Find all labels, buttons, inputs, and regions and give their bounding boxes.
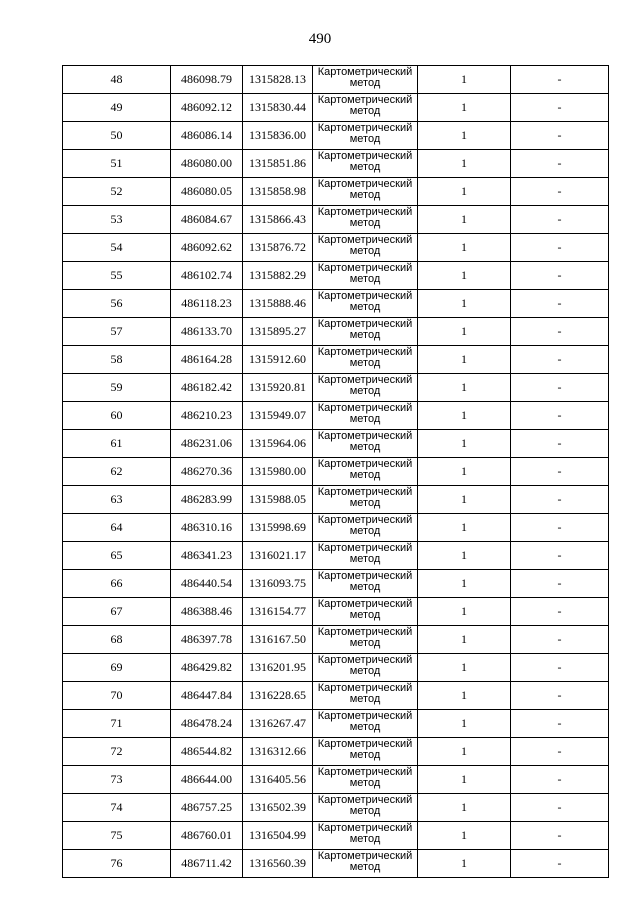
- description-cell: -: [511, 458, 609, 486]
- x-coordinate-cell: 486086.14: [171, 122, 243, 150]
- accuracy-cell: 1: [418, 486, 511, 514]
- point-number-cell: 63: [63, 486, 171, 514]
- y-coordinate-cell: 1316502.39: [243, 794, 313, 822]
- method-cell: Картометрический метод: [313, 626, 418, 654]
- description-cell: -: [511, 598, 609, 626]
- y-coordinate-cell: 1315836.00: [243, 122, 313, 150]
- x-coordinate-cell: 486397.78: [171, 626, 243, 654]
- table-row: [63, 458, 609, 486]
- description-cell: -: [511, 850, 609, 878]
- y-coordinate-cell: 1316267.47: [243, 710, 313, 738]
- x-coordinate-cell: 486447.84: [171, 682, 243, 710]
- point-number-cell: 75: [63, 822, 171, 850]
- x-coordinate-cell: 486283.99: [171, 486, 243, 514]
- x-coordinate-cell: 486084.67: [171, 206, 243, 234]
- table-row: [63, 654, 609, 682]
- method-cell: Картометрический метод: [313, 738, 418, 766]
- table-row: [63, 850, 609, 878]
- description-cell: -: [511, 486, 609, 514]
- y-coordinate-cell: 1315998.69: [243, 514, 313, 542]
- x-coordinate-cell: 486210.23: [171, 402, 243, 430]
- table-row: [63, 262, 609, 290]
- description-cell: -: [511, 178, 609, 206]
- table-row: [63, 710, 609, 738]
- table-row: [63, 822, 609, 850]
- table-row: [63, 66, 609, 94]
- description-cell: -: [511, 514, 609, 542]
- x-coordinate-cell: 486544.82: [171, 738, 243, 766]
- table-row: [63, 794, 609, 822]
- method-cell: Картометрический метод: [313, 94, 418, 122]
- description-cell: -: [511, 794, 609, 822]
- page-number: 490: [308, 31, 332, 47]
- x-coordinate-cell: 486092.12: [171, 94, 243, 122]
- table-row: [63, 234, 609, 262]
- method-cell: Картометрический метод: [313, 458, 418, 486]
- table-row: [63, 178, 609, 206]
- point-number-cell: 59: [63, 374, 171, 402]
- point-number-cell: 50: [63, 122, 171, 150]
- accuracy-cell: 1: [418, 150, 511, 178]
- accuracy-cell: 1: [418, 654, 511, 682]
- accuracy-cell: 1: [418, 262, 511, 290]
- accuracy-cell: 1: [418, 682, 511, 710]
- y-coordinate-cell: 1315912.60: [243, 346, 313, 374]
- x-coordinate-cell: 486478.24: [171, 710, 243, 738]
- table-row: [63, 626, 609, 654]
- x-coordinate-cell: 486760.01: [171, 822, 243, 850]
- x-coordinate-cell: 486092.62: [171, 234, 243, 262]
- method-cell: Картометрический метод: [313, 234, 418, 262]
- table-row: [63, 430, 609, 458]
- accuracy-cell: 1: [418, 514, 511, 542]
- description-cell: -: [511, 346, 609, 374]
- point-number-cell: 56: [63, 290, 171, 318]
- description-cell: -: [511, 710, 609, 738]
- method-cell: Картометрический метод: [313, 598, 418, 626]
- point-number-cell: 67: [63, 598, 171, 626]
- x-coordinate-cell: 486429.82: [171, 654, 243, 682]
- y-coordinate-cell: 1315895.27: [243, 318, 313, 346]
- point-number-cell: 68: [63, 626, 171, 654]
- method-cell: Картометрический метод: [313, 794, 418, 822]
- method-cell: Картометрический метод: [313, 346, 418, 374]
- table-row: [63, 738, 609, 766]
- description-cell: -: [511, 234, 609, 262]
- accuracy-cell: 1: [418, 570, 511, 598]
- table-row: [63, 598, 609, 626]
- accuracy-cell: 1: [418, 66, 511, 94]
- accuracy-cell: 1: [418, 598, 511, 626]
- point-number-cell: 57: [63, 318, 171, 346]
- accuracy-cell: 1: [418, 402, 511, 430]
- point-number-cell: 73: [63, 766, 171, 794]
- point-number-cell: 65: [63, 542, 171, 570]
- description-cell: -: [511, 66, 609, 94]
- y-coordinate-cell: 1316167.50: [243, 626, 313, 654]
- method-cell: Картометрический метод: [313, 654, 418, 682]
- y-coordinate-cell: 1315949.07: [243, 402, 313, 430]
- point-number-cell: 48: [63, 66, 171, 94]
- accuracy-cell: 1: [418, 822, 511, 850]
- point-number-cell: 53: [63, 206, 171, 234]
- method-cell: Картометрический метод: [313, 318, 418, 346]
- y-coordinate-cell: 1315988.05: [243, 486, 313, 514]
- accuracy-cell: 1: [418, 542, 511, 570]
- point-number-cell: 74: [63, 794, 171, 822]
- table-row: [63, 514, 609, 542]
- method-cell: Картометрический метод: [313, 402, 418, 430]
- method-cell: Картометрический метод: [313, 262, 418, 290]
- y-coordinate-cell: 1316201.95: [243, 654, 313, 682]
- description-cell: -: [511, 738, 609, 766]
- x-coordinate-cell: 486270.36: [171, 458, 243, 486]
- description-cell: -: [511, 402, 609, 430]
- x-coordinate-cell: 486133.70: [171, 318, 243, 346]
- description-cell: -: [511, 94, 609, 122]
- point-number-cell: 54: [63, 234, 171, 262]
- x-coordinate-cell: 486098.79: [171, 66, 243, 94]
- x-coordinate-cell: 486182.42: [171, 374, 243, 402]
- point-number-cell: 71: [63, 710, 171, 738]
- y-coordinate-cell: 1316228.65: [243, 682, 313, 710]
- table-row: [63, 94, 609, 122]
- description-cell: -: [511, 654, 609, 682]
- method-cell: Картометрический метод: [313, 710, 418, 738]
- table-row: [63, 486, 609, 514]
- description-cell: -: [511, 262, 609, 290]
- description-cell: -: [511, 206, 609, 234]
- table-row: [63, 206, 609, 234]
- table-row: [63, 766, 609, 794]
- method-cell: Картометрический метод: [313, 486, 418, 514]
- accuracy-cell: 1: [418, 430, 511, 458]
- accuracy-cell: 1: [418, 346, 511, 374]
- y-coordinate-cell: 1315828.13: [243, 66, 313, 94]
- x-coordinate-cell: 486118.23: [171, 290, 243, 318]
- accuracy-cell: 1: [418, 794, 511, 822]
- accuracy-cell: 1: [418, 458, 511, 486]
- x-coordinate-cell: 486102.74: [171, 262, 243, 290]
- x-coordinate-cell: 486757.25: [171, 794, 243, 822]
- x-coordinate-cell: 486080.05: [171, 178, 243, 206]
- point-number-cell: 55: [63, 262, 171, 290]
- method-cell: Картометрический метод: [313, 206, 418, 234]
- method-cell: Картометрический метод: [313, 766, 418, 794]
- x-coordinate-cell: 486440.54: [171, 570, 243, 598]
- description-cell: -: [511, 430, 609, 458]
- description-cell: -: [511, 570, 609, 598]
- point-number-cell: 70: [63, 682, 171, 710]
- y-coordinate-cell: 1315920.81: [243, 374, 313, 402]
- method-cell: Картометрический метод: [313, 122, 418, 150]
- description-cell: -: [511, 374, 609, 402]
- description-cell: -: [511, 822, 609, 850]
- x-coordinate-cell: 486711.42: [171, 850, 243, 878]
- table-row: [63, 402, 609, 430]
- point-number-cell: 69: [63, 654, 171, 682]
- method-cell: Картометрический метод: [313, 150, 418, 178]
- x-coordinate-cell: 486164.28: [171, 346, 243, 374]
- description-cell: -: [511, 290, 609, 318]
- y-coordinate-cell: 1316154.77: [243, 598, 313, 626]
- accuracy-cell: 1: [418, 738, 511, 766]
- accuracy-cell: 1: [418, 290, 511, 318]
- y-coordinate-cell: 1316093.75: [243, 570, 313, 598]
- table-row: [63, 150, 609, 178]
- description-cell: -: [511, 542, 609, 570]
- method-cell: Картометрический метод: [313, 430, 418, 458]
- table-row: [63, 318, 609, 346]
- point-number-cell: 62: [63, 458, 171, 486]
- y-coordinate-cell: 1316560.39: [243, 850, 313, 878]
- point-number-cell: 64: [63, 514, 171, 542]
- point-number-cell: 66: [63, 570, 171, 598]
- point-number-cell: 72: [63, 738, 171, 766]
- y-coordinate-cell: 1315866.43: [243, 206, 313, 234]
- description-cell: -: [511, 318, 609, 346]
- x-coordinate-cell: 486080.00: [171, 150, 243, 178]
- table-row: [63, 374, 609, 402]
- description-cell: -: [511, 150, 609, 178]
- y-coordinate-cell: 1315851.86: [243, 150, 313, 178]
- y-coordinate-cell: 1315980.00: [243, 458, 313, 486]
- description-cell: -: [511, 626, 609, 654]
- x-coordinate-cell: 486231.06: [171, 430, 243, 458]
- accuracy-cell: 1: [418, 374, 511, 402]
- method-cell: Картометрический метод: [313, 290, 418, 318]
- point-number-cell: 60: [63, 402, 171, 430]
- description-cell: -: [511, 122, 609, 150]
- table-row: [63, 682, 609, 710]
- y-coordinate-cell: 1315888.46: [243, 290, 313, 318]
- description-cell: -: [511, 682, 609, 710]
- method-cell: Картометрический метод: [313, 850, 418, 878]
- y-coordinate-cell: 1315876.72: [243, 234, 313, 262]
- accuracy-cell: 1: [418, 318, 511, 346]
- x-coordinate-cell: 486310.16: [171, 514, 243, 542]
- accuracy-cell: 1: [418, 710, 511, 738]
- accuracy-cell: 1: [418, 626, 511, 654]
- method-cell: Картометрический метод: [313, 570, 418, 598]
- y-coordinate-cell: 1316405.56: [243, 766, 313, 794]
- method-cell: Картометрический метод: [313, 374, 418, 402]
- table-row: [63, 122, 609, 150]
- table-row: [63, 290, 609, 318]
- point-number-cell: 58: [63, 346, 171, 374]
- x-coordinate-cell: 486388.46: [171, 598, 243, 626]
- y-coordinate-cell: 1315830.44: [243, 94, 313, 122]
- y-coordinate-cell: 1316312.66: [243, 738, 313, 766]
- accuracy-cell: 1: [418, 206, 511, 234]
- accuracy-cell: 1: [418, 94, 511, 122]
- coordinates-table: [62, 65, 609, 878]
- accuracy-cell: 1: [418, 234, 511, 262]
- table-row: [63, 542, 609, 570]
- accuracy-cell: 1: [418, 178, 511, 206]
- y-coordinate-cell: 1315882.29: [243, 262, 313, 290]
- y-coordinate-cell: 1316021.17: [243, 542, 313, 570]
- point-number-cell: 51: [63, 150, 171, 178]
- point-number-cell: 61: [63, 430, 171, 458]
- x-coordinate-cell: 486644.00: [171, 766, 243, 794]
- y-coordinate-cell: 1315964.06: [243, 430, 313, 458]
- method-cell: Картометрический метод: [313, 542, 418, 570]
- y-coordinate-cell: 1316504.99: [243, 822, 313, 850]
- accuracy-cell: 1: [418, 122, 511, 150]
- method-cell: Картометрический метод: [313, 822, 418, 850]
- x-coordinate-cell: 486341.23: [171, 542, 243, 570]
- point-number-cell: 76: [63, 850, 171, 878]
- accuracy-cell: 1: [418, 766, 511, 794]
- point-number-cell: 49: [63, 94, 171, 122]
- method-cell: Картометрический метод: [313, 514, 418, 542]
- description-cell: -: [511, 766, 609, 794]
- table-row: [63, 570, 609, 598]
- method-cell: Картометрический метод: [313, 682, 418, 710]
- accuracy-cell: 1: [418, 850, 511, 878]
- method-cell: Картометрический метод: [313, 66, 418, 94]
- table-row: [63, 346, 609, 374]
- table-body: [63, 66, 609, 878]
- y-coordinate-cell: 1315858.98: [243, 178, 313, 206]
- method-cell: Картометрический метод: [313, 178, 418, 206]
- point-number-cell: 52: [63, 178, 171, 206]
